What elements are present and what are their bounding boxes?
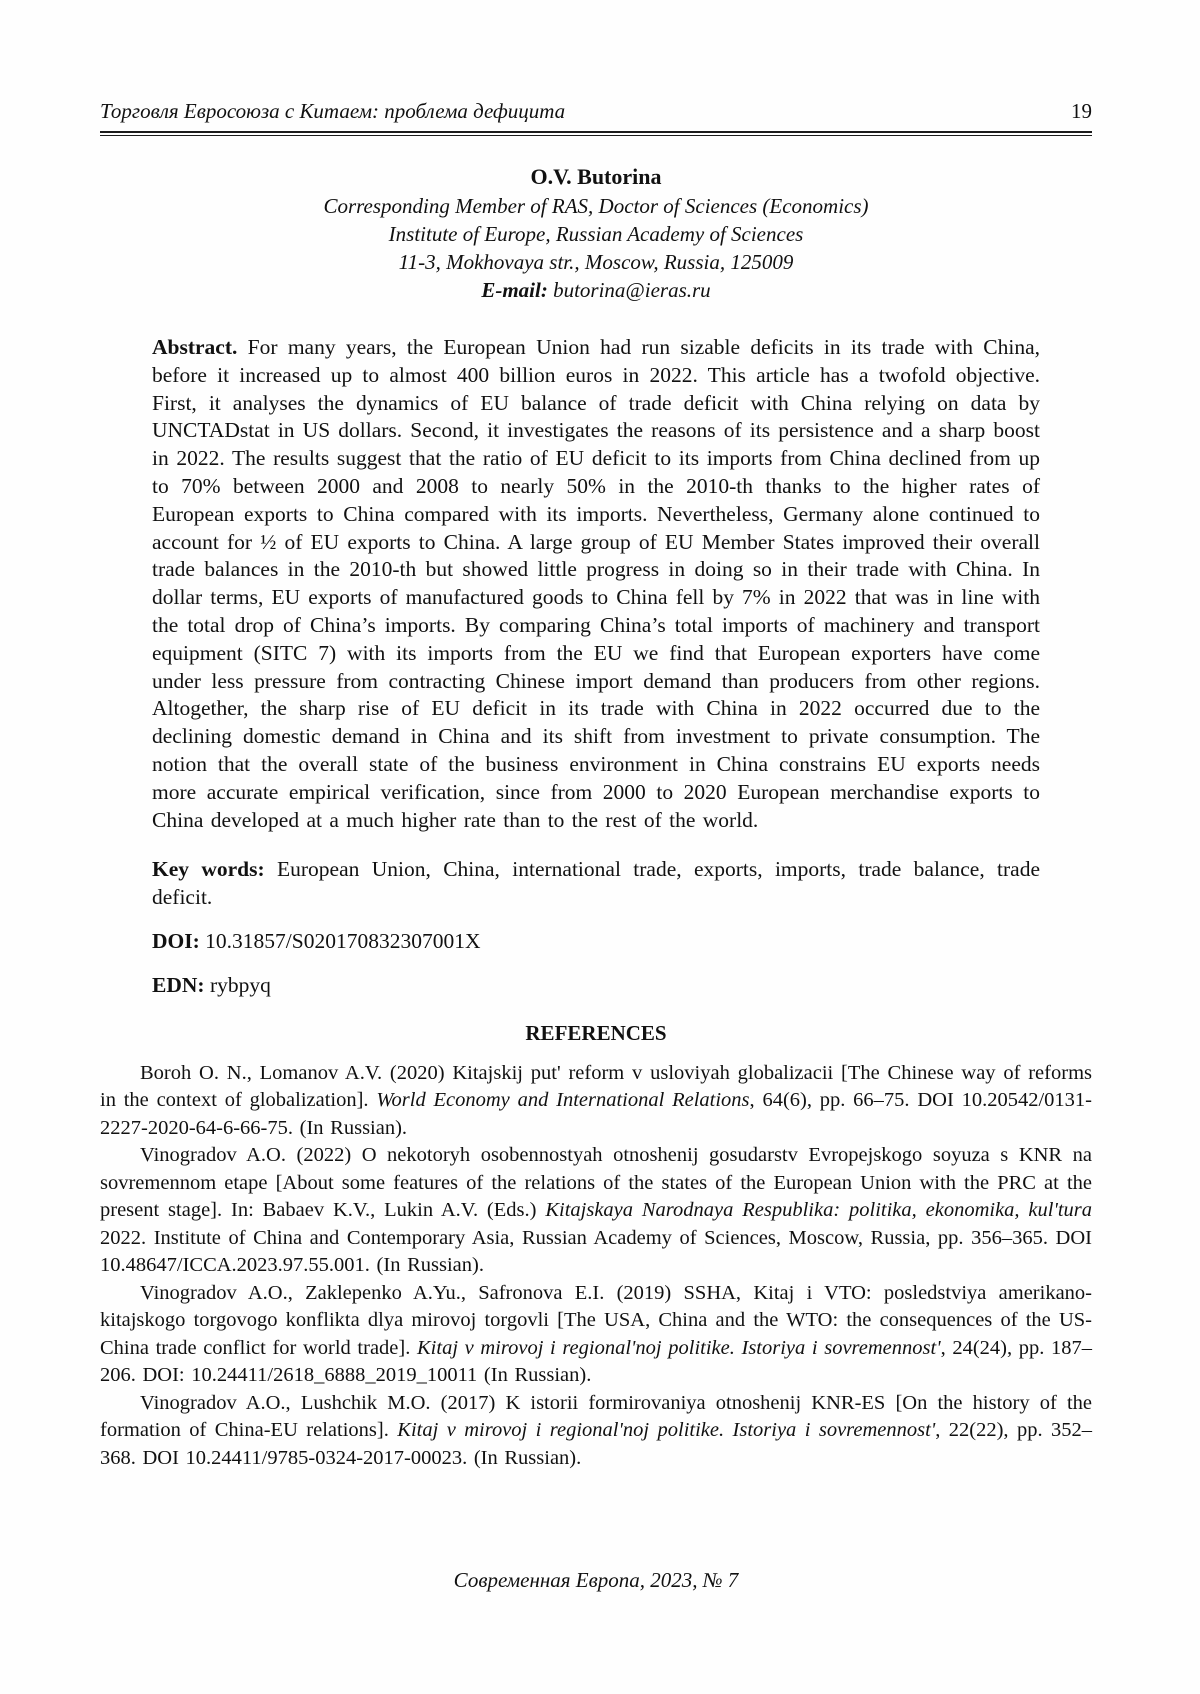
keywords-text: European Union, China, international trade, exports, imports, trade balance, trade deficit. xyxy=(152,857,1040,910)
author-address: 11-3, Mokhovaya str., Moscow, Russia, 125009 xyxy=(398,250,794,274)
references-list xyxy=(100,1060,1092,1473)
author-institute: Institute of Europe, Russian Academy of Sciences xyxy=(388,222,804,246)
email-address: butorina@ieras.ru xyxy=(553,278,711,302)
edn-label: EDN: xyxy=(152,972,205,997)
header-rule xyxy=(100,131,1092,136)
doi-label: DOI: xyxy=(152,928,200,953)
reference-item: Vinogradov A.O., Lushchik M.O. (2017) K istorii formirovaniya otnoshenij KNR-ES [On the history of the formation of China-EU relations]. Kitaj v mirovoj i regional'noj politike. Istoriya i sovremennost', 22(22), pp. 352–368. DOI 10.24411/9785-0324-2017-00023. (In Russian). xyxy=(100,1391,1093,1469)
author-email-line xyxy=(100,276,1092,304)
journal-footer: Современная Европа, 2023, № 7 xyxy=(453,1568,739,1592)
edn-value: rybpyq xyxy=(209,972,271,997)
keywords-label: Key words: xyxy=(152,857,265,882)
page-number: 19 xyxy=(1071,99,1092,123)
page-content xyxy=(100,98,1092,1472)
reference-item: Boroh O. N., Lomanov A.V. (2020) Kitajskij put' reform v usloviyah globalizacii [The Chinese way of reforms in the context of globalization]. World Economy and International Relations, 64(6), pp. 66–75. DOI 10.20542/0131-2227-2020-64-6-66-75. (In Russian). xyxy=(100,1061,1092,1139)
running-header xyxy=(100,98,1092,124)
reference-item: Vinogradov A.O. (2022) O nekotoryh osobennostyah otnoshenij gosudarstv Evropejskogo soyuza s KNR na sovremennom etape [About some features of the relations of the states of the European Union with the PRC at the present stage]. In: Babaev K.V., Lukin A.V. (Eds.) Kitajskaya Narodnaya Respublika: politika, ekonomika, kul'tura 2022. Institute of China and Contemporary Asia, Russian Academy of Sciences, Moscow, Russia, pp. 356–365. DOI 10.48647/ICCA.2023.97.55.001. (In Russian). xyxy=(100,1144,1093,1277)
references-heading: REFERENCES xyxy=(525,1020,667,1045)
email-label: E-mail: xyxy=(481,278,548,302)
running-title: Торговля Евросоюза с Китаем: проблема дефицита xyxy=(100,99,566,123)
edn-line xyxy=(152,972,1040,1000)
keywords-paragraph xyxy=(152,856,1040,912)
abstract-paragraph xyxy=(152,334,1040,834)
doi-value: 10.31857/S020170832307001X xyxy=(205,928,481,953)
doi-line xyxy=(152,928,1040,956)
author-block xyxy=(100,162,1092,304)
abstract-text: For many years, the European Union had run sizable deficits in its trade with China, before it increased up to almost 400 billion euros in 2022. This article has a twofold objective. First, it analyses the dynamics of EU balance of trade deficit with China relying on data by UNCTADstat in US dollars. Second, it investigates the reasons of its persistence and a sharp boost in 2022. The results suggest that the ratio of EU deficit to its imports from China declined from up to 70% between 2000 and 2008 to nearly 50% in the 2010-th thanks to the higher rates of European exports to China compared with its imports. Nevertheless, Germany alone continued to account for ½ of EU exports to China. A large group of EU Member States improved their overall trade balances in the 2010-th but showed little progress in doing so in their trade with China. In dollar terms, EU exports of manufactured goods to China fell by 7% in 2022 that was in line with the total drop of China’s imports. By comparing China’s total imports of machinery and transport equipment (SITC 7) with its imports from the EU we find that European exporters have come under less pressure from contracting Chinese import demand than producers from other regions. Altogether, the sharp rise of EU deficit in its trade with China in 2022 occurred due to the declining domestic demand in China and its shift from investment to private consumption. The notion that the overall state of the business environment in China constrains EU exports needs more accurate empirical verification, since from 2000 to 2020 European merchandise exports to China developed at a much higher rate than to the rest of the world. xyxy=(152,335,1040,832)
reference-item: Vinogradov A.O., Zaklepenko A.Yu., Safronova E.I. (2019) SSHA, Kitaj i VTO: posledstviya amerikano-kitajskogo torgovogo konflikta dlya mirovoj torgovli [The USA, China and the WTO: the consequences of the US-China trade conflict for world trade]. Kitaj v mirovoj i regional'noj politike. Istoriya i sovremennost', 24(24), pp. 187–206. DOI: 10.24411/2618_6888_2019_10011 (In Russian). xyxy=(100,1281,1093,1387)
abstract-label: Abstract. xyxy=(152,335,238,359)
author-name: O.V. Butorina xyxy=(530,164,662,189)
author-title: Corresponding Member of RAS, Doctor of Sciences (Economics) xyxy=(323,194,869,218)
